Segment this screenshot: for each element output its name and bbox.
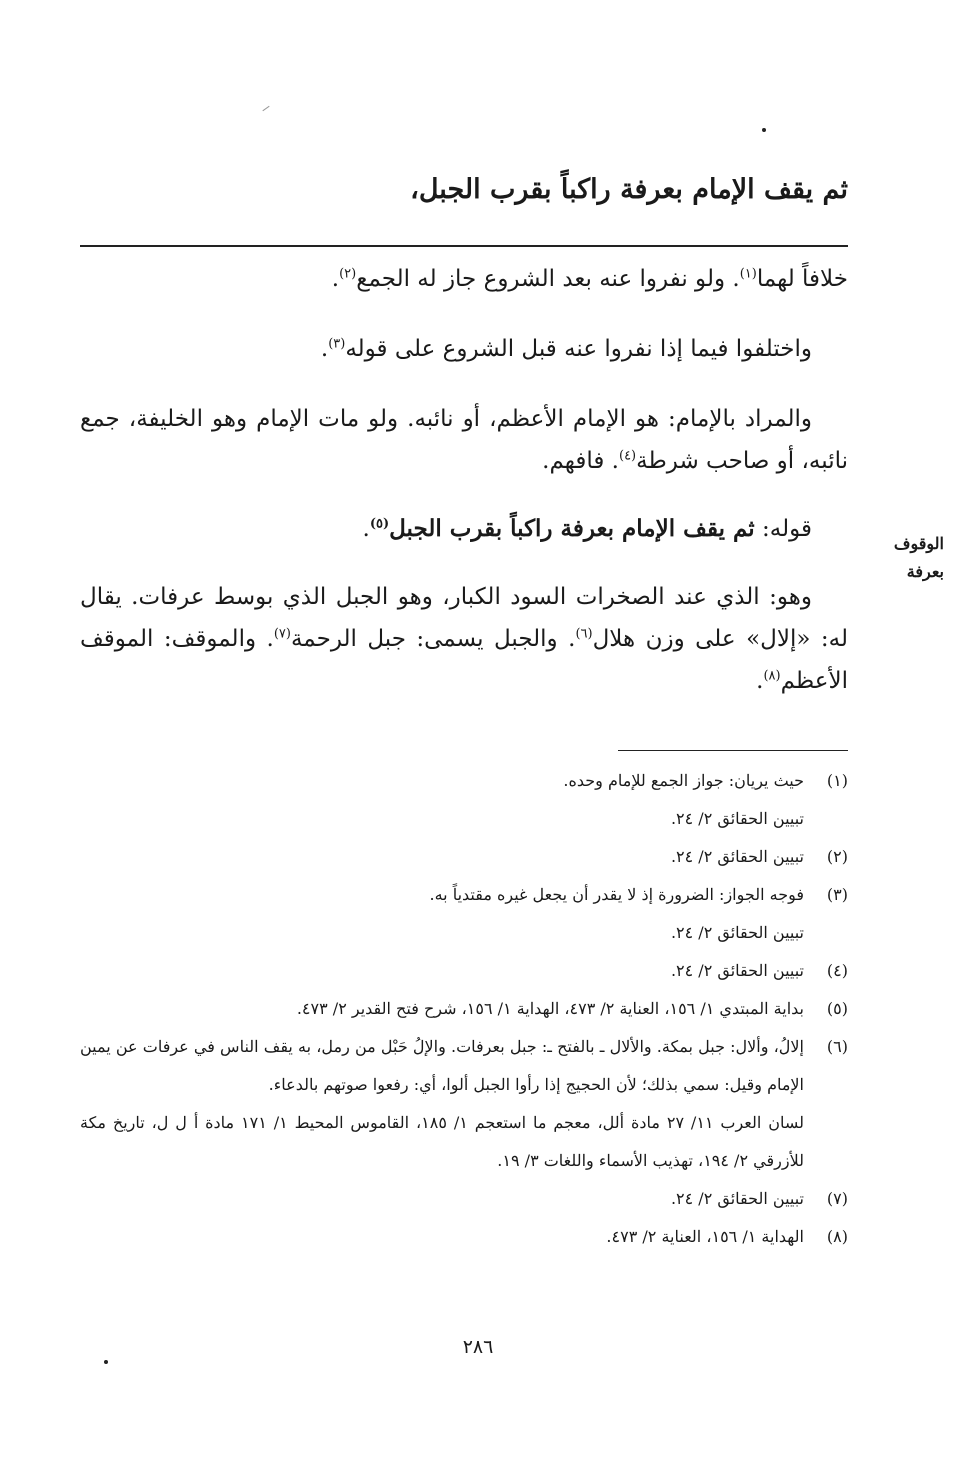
footnote <box>80 1028 848 1180</box>
footnote-number: (٧) <box>826 1189 848 1208</box>
paragraph-3 <box>80 398 848 482</box>
text-run: خلافاً لهما <box>756 266 848 292</box>
footnote-body <box>80 876 804 952</box>
footnote-line: تبيين الحقائق ٢/ ٢٤. <box>670 961 804 980</box>
paragraph-5 <box>80 576 848 702</box>
page-number: ٢٨٦ <box>462 1336 494 1358</box>
footnote-line: حيث يريان: جواز الجمع للإمام وحده. <box>563 771 804 790</box>
footnote-line: لسان العرب ١١/ ٢٧ مادة ألل، معجم ما استعجم ١/ ١٨٥، القاموس المحيط ١/ ١٧١ مادة أ ل ل، تاريخ مكة للأزرقي ٢/ ١٩٤، تهذيب الأسماء واللغات ٣/ ١٩. <box>80 1113 805 1170</box>
footnote-line: تبيين الحقائق ٢/ ٢٤. <box>670 809 804 828</box>
footnote <box>80 762 848 838</box>
footnote-line: تبيين الحقائق ٢/ ٢٤. <box>670 847 804 866</box>
footnote-divider <box>618 750 848 751</box>
scan-speck <box>262 106 269 111</box>
text-run: . والجبل يسمى: جبل الرحمة <box>290 626 576 652</box>
footnote-ref[interactable]: (٦) <box>575 626 593 642</box>
scan-dot <box>104 1360 108 1364</box>
footnote <box>80 876 848 952</box>
text-run: . <box>756 668 764 694</box>
text-run: . ولو نفروا عنه بعد الشروع جاز له الجمع <box>356 266 740 292</box>
footnote-body <box>80 1180 804 1218</box>
footnote-body <box>80 990 804 1028</box>
text-run: . <box>362 516 370 542</box>
paragraph-4 <box>80 508 848 550</box>
footnote-ref[interactable]: (٧) <box>273 626 291 642</box>
footnote-line: الهداية ١/ ١٥٦، العناية ٢/ ٤٧٣. <box>606 1227 804 1246</box>
footnote <box>80 952 848 990</box>
text-run: . فافهم. <box>542 448 619 474</box>
footnote-body <box>80 1028 804 1180</box>
matn-heading: ثم يقف الإمام بعرفة راكباً بقرب الجبل، <box>410 174 848 205</box>
footnote-line: إلالُ، وألال: جبل بمكة. والألال ـ بالفتح ـ: جبل بعرفات. والإلُ حَبْل من رمل، به يقف الناس في عرفات عن يمين الإمام وقيل: سمي بذلك؛ لأن الحجيج إذا رأوا الجبل ألوا، أي: رفعوا صوتهم بالدعاء. <box>80 1037 804 1094</box>
text-run: . والموقف: الموقف الأعظم <box>80 626 848 694</box>
text-run: قوله: <box>754 516 812 542</box>
footnote-body <box>80 952 804 990</box>
text-run: . <box>320 336 329 362</box>
footnote-line: بداية المبتدي ١/ ١٥٦، العناية ٢/ ٤٧٣، الهداية ١/ ١٥٦، شرح فتح القدير ٢/ ٤٧٣. <box>296 999 804 1018</box>
footnote <box>80 1180 848 1218</box>
margin-note-line: بعرفة <box>906 562 944 581</box>
footnote-number: (٦) <box>826 1037 848 1056</box>
matn-divider <box>80 245 848 247</box>
footnote-line: فوجه الجواز: الضرورة إذ لا يقدر أن يجعل غيره مقتدياً به. <box>429 885 804 904</box>
footnote-line: تبيين الحقائق ٢/ ٢٤. <box>670 1189 804 1208</box>
footnote-ref[interactable]: (٥) <box>369 516 390 532</box>
footnote <box>80 838 848 876</box>
text-run: واختلفوا فيما إذا نفروا عنه قبل الشروع على قوله <box>345 336 812 362</box>
footnote-ref[interactable]: (٤) <box>618 448 637 464</box>
scan-dot <box>762 128 766 132</box>
footnotes <box>80 762 848 1256</box>
footnote-number: (١) <box>826 771 848 790</box>
footnote-body <box>80 762 804 838</box>
footnote <box>80 1218 848 1256</box>
footnote-ref[interactable]: (٨) <box>763 668 781 684</box>
footnote-number: (٢) <box>826 847 848 866</box>
text-run: والمراد بالإمام: هو الإمام الأعظم، أو نائبه. ولو مات الإمام وهو الخليفة، جمع نائبه، أو صاحب شرطة <box>80 406 848 474</box>
footnote-number: (٨) <box>826 1227 848 1246</box>
footnote-body <box>80 838 804 876</box>
footnote-body <box>80 1218 804 1256</box>
footnote-number: (٣) <box>826 885 848 904</box>
text-run: . <box>331 266 340 292</box>
footnote-number: (٥) <box>826 999 848 1018</box>
footnote-ref[interactable]: (١) <box>739 266 757 282</box>
paragraph-1 <box>80 258 848 300</box>
margin-note <box>868 530 944 586</box>
footnote-ref[interactable]: (٣) <box>328 336 346 352</box>
footnote-number: (٤) <box>826 961 848 980</box>
quoted-matn: ثم يقف الإمام بعرفة راكباً بقرب الجبل <box>389 515 755 542</box>
margin-note-line: الوقوف <box>893 534 944 553</box>
footnote <box>80 990 848 1028</box>
footnote-line: تبيين الحقائق ٢/ ٢٤. <box>670 923 804 942</box>
footnote-ref[interactable]: (٢) <box>339 266 357 282</box>
text-run: وهو: الذي عند الصخرات السود الكبار، وهو الجبل الذي بوسط عرفات. يقال له: «إلال» على وزن هلال <box>80 584 848 652</box>
paragraph-2 <box>80 328 848 370</box>
commentary-body <box>80 258 848 728</box>
